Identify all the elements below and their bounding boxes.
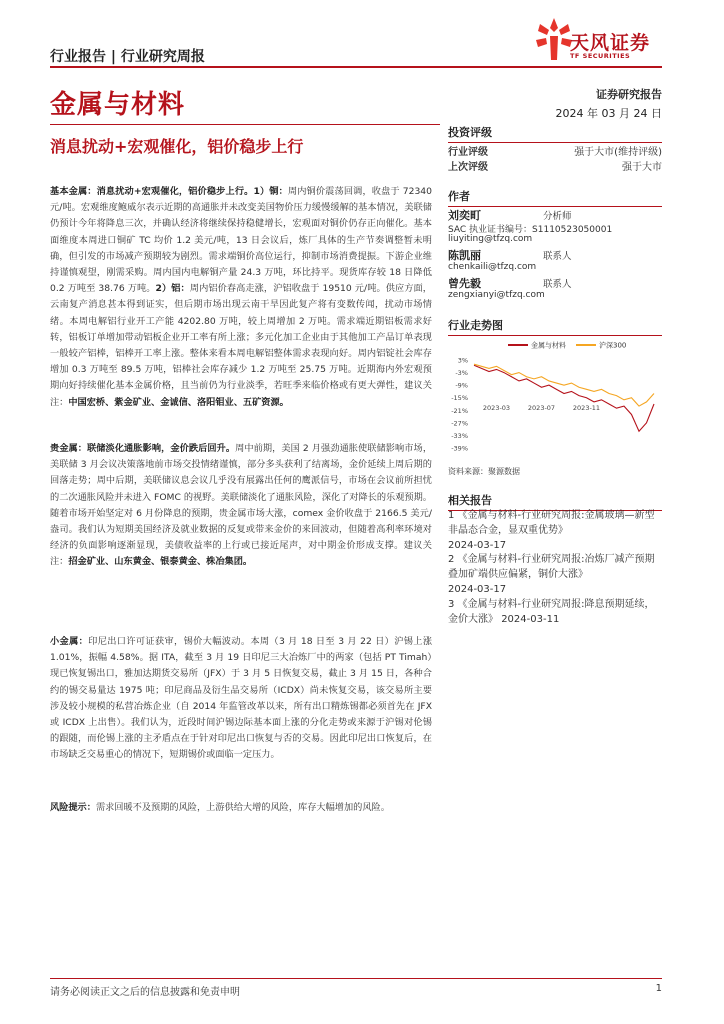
related-report-item[interactable]	[448, 552, 662, 597]
author-email[interactable]: zengxianyi@tfzq.com	[448, 290, 545, 300]
recommended-stocks: 中国宏桥、紫金矿业、金诚信、洛阳钼业、五矿资源。	[68, 396, 289, 408]
report-kind: 证券研究报告	[596, 88, 662, 101]
footer-disclaimer: 请务必阅读正文之后的信息披露和免责申明	[50, 987, 240, 998]
report-type: 行业报告 | 行业研究周报	[50, 49, 205, 65]
para-lead: 基本金属：消息扰动+宏观催化，铝价稳步上行。	[50, 186, 254, 197]
related-report-date: 2024-03-11	[501, 614, 560, 625]
rating-row-previous	[448, 158, 662, 172]
author-name: 刘奕町	[448, 209, 481, 222]
authors-heading: 作者	[448, 188, 662, 207]
author-name: 曾先毅	[448, 277, 481, 290]
related-report-date: 2024-03-17	[448, 540, 507, 551]
author-cert: SAC 执业证书编号：S1110523050001	[448, 225, 613, 235]
y-tick-label: -3%	[455, 369, 468, 378]
para-sub-lead: 1）铜：	[253, 186, 288, 197]
series-line	[474, 365, 654, 431]
related-report-title[interactable]: 2 《金属与材料-行业研究周报:冶炼厂减产预期叠加矿端供应偏紧，铜价大涨》	[448, 554, 655, 580]
paragraph-minor-metals	[50, 634, 432, 764]
para-text: 印尼出口许可证获审，锡价大幅波动。本周（3 月 18 日至 3 月 22 日）沪锡上涨 1.01%，振幅 4.58%。据 ITA，截至 3 月 19 日印尼三大冶炼厂中的两家（包括 PT Timah）现已恢复锡出口，雅加达期货交易所（JFX）于 3 月 5 日恢复交易，截止 3 月 15 日，各种合约的锡交易量达 1975 吨；印尼商品及衍生品交易所（ICDX）尚未恢复交易，该交易所主要涉及较小规模的私营冶炼企业（自 2014 年监管改革以来，所有出口精炼锡都必须首先在 JFX 或 ICDX 上出售）。我们认为，近段时间沪锡边际基本面上涨的分化走势或来源于沪锡对伦锡的跟随，而伦锡上涨的主矛盾点在于针对印尼出口恢复与否的交易。因此印尼出口恢复后，在市场缺乏交易重心的情况下，短期锡价或面临一定压力。	[50, 636, 433, 761]
legend-label: 金属与材料	[531, 341, 566, 350]
y-tick-label: -27%	[451, 419, 468, 428]
para-lead: 风险提示：	[50, 802, 96, 813]
related-heading: 相关报告	[448, 492, 662, 511]
para-lead: 贵金属：联储淡化通胀影响，金价跌后回升。	[50, 443, 236, 454]
x-tick-label: 2023-11	[572, 404, 601, 413]
paragraph-precious-metals	[50, 441, 432, 571]
related-report-item[interactable]	[448, 508, 662, 553]
author-email[interactable]: chenkaili@tfzq.com	[448, 262, 537, 272]
para-text: 周中前期，美国 2 月强劲通胀使联储影响市场，美联储 3 月会议决策落地前市场交投情绪谨慎，部分多头获利了结离场，金价延续上周后期的回落走势；周中后期，美联储议息会议几乎没有展露出任何的鹰派信号，市场在会议前所担忧的二次通胀风险并未进入 FOMC 的视野。美联储淡化了通胀风险，深化了对降长的乐观预期。随着市场开始坚定对 6 月份降息的预期，贵金属市场大涨，comex 金价收盘于 2166.5 美元/盎司。我们认为短期美国经济及就业数据的反复或带来金价的来回波动，但随着高利率环境对经济的负面影响逐渐显现，美债收益率的上行或已接近尾声，对中期金价形成支撑。建议关注：	[50, 443, 433, 568]
title-rule	[50, 124, 440, 125]
report-date: 2024 年 03 月 24 日	[555, 107, 662, 120]
series-line	[474, 364, 654, 406]
y-tick-label: -33%	[451, 431, 468, 440]
sector-title: 金属与材料	[50, 90, 186, 120]
para-text: 周内铝价春高走涨，沪铝收盘于 19510 元/吨。供应方面，云南复产消息甚本得到证实，但后期市场出现云南干旱因此复产将有变数传闻，扰动市场情绪。本周电解铝行业开工产能 4202.80 万吨，较上周增加 2 万吨。需求端近期铝板需求好转，铝板订单增加带动铝板企业开工率有所上涨；多元化加工企业由于其他加工产品订单表现一般较产铝棒，铝棒开工率上涨。整体来看本周电解铝整体需求表现向好。周内铝锭社会库存增加 0.3 万吨至 89.5 万吨，铝棒社会库存减少 1.2 万吨至 25.75 万吨。近期海内外宏观预期向好持续催化基本金属价格，且当前仍为行业淡季，若旺季来临价格或有更大弹性，建议关注：	[50, 283, 432, 408]
chart-source: 资料来源：聚源数据	[448, 467, 520, 476]
trend-heading: 行业走势图	[448, 317, 662, 336]
x-tick-label: 2023-03	[482, 404, 511, 413]
y-tick-label: -15%	[451, 394, 468, 403]
paragraph-base-metals	[50, 184, 432, 411]
brand-en: TF SECURITIES	[570, 52, 631, 60]
header-rule	[50, 66, 662, 68]
footer-rule	[50, 978, 662, 979]
rating-value: 强于大市	[622, 162, 662, 173]
y-tick-label: 3%	[457, 356, 468, 365]
rating-key: 上次评级	[448, 162, 488, 173]
para-text: 需求回暖不及预期的风险，上游供给大增的风险，库存大幅增加的风险。	[95, 802, 390, 813]
author-role: 联系人	[543, 251, 572, 262]
y-tick-label: -21%	[451, 406, 468, 415]
recommended-stocks: 招金矿业、山东黄金、银泰黄金、株冶集团。	[68, 556, 253, 568]
para-sub-lead: 2）铝：	[155, 283, 190, 295]
rating-row-industry	[448, 143, 662, 157]
para-text: 周内铜价震荡回调，收盘于 72340 元/吨。宏观维度鲍威尔表示近期的高通胀并未改变美国物价压力缓慢缓解的基本情况，美联储仍预计今年将降息三次，并确认经济将继续保持稳健增长，宏观面对铜价仍存正向催化。基本面维度本周进口铜矿 TC 均价 1.2 美元/吨，13 日会议后，炼厂具体的生产节奏调整暂未明确，但引发的市场减产预期较为剧烈。需求端铜价高位运行，抑制市场消费提振。下游企业维持谨慎观望，刚需采购。周内国内电解铜产量 24.3 万吨，环比持平。现货库存较 18 日降低 0.2 万吨至 38.76 万吨。	[50, 186, 432, 295]
y-tick-label: -9%	[455, 381, 468, 390]
page-number: 1	[655, 983, 662, 994]
rating-heading: 投资评级	[448, 124, 662, 143]
related-report-date: 2024-03-17	[448, 584, 507, 595]
author-role: 联系人	[543, 279, 572, 290]
industry-trend-chart	[448, 336, 662, 454]
author-role: 分析师	[543, 211, 572, 222]
y-tick-label: -39%	[451, 444, 468, 453]
legend-label: 沪深300	[599, 341, 627, 350]
author-name: 陈凯丽	[448, 249, 481, 262]
paragraph-risk	[50, 800, 432, 816]
related-report-title[interactable]: 3 《金属与材料-行业研究周报:降息预期延续，金价大涨》	[448, 599, 655, 625]
doc-title: 消息扰动+宏观催化，铝价稳步上行	[50, 137, 304, 156]
related-report-title[interactable]: 1 《金属与材料-行业研究周报:金属玻璃—新型非晶态合金，显双重优势》	[448, 510, 655, 536]
related-report-item[interactable]	[448, 597, 662, 627]
author-email[interactable]: liuyiting@tfzq.com	[448, 234, 533, 244]
rating-key: 行业评级	[448, 147, 488, 158]
x-tick-label: 2023-07	[527, 404, 556, 413]
para-lead: 小金属：	[50, 636, 89, 647]
rating-value: 强于大市(维持评级)	[574, 147, 662, 158]
brand-cn: 天风证券	[570, 32, 651, 54]
